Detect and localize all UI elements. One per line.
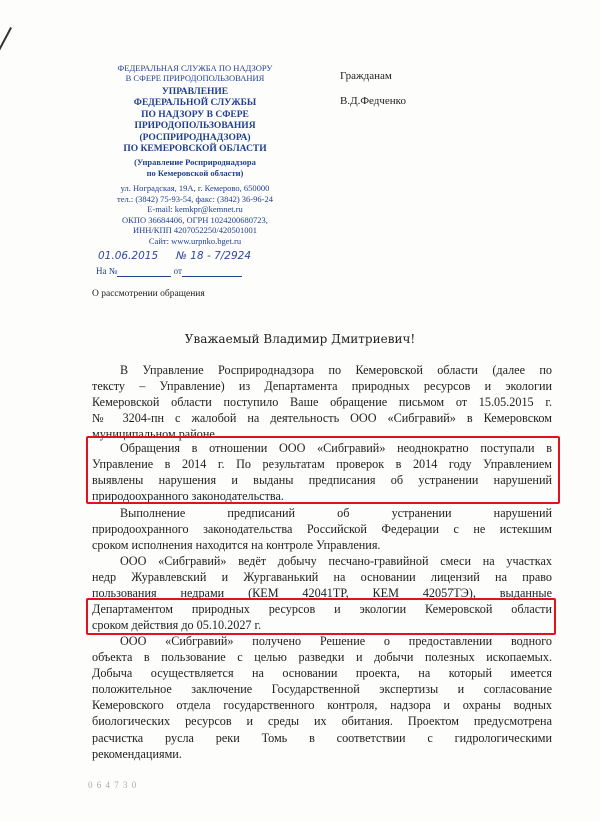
- dept-line: ФЕДЕРАЛЬНОЙ СЛУЖБЫ: [133, 98, 257, 109]
- text-line: объекта в пользование с целью разведки и добычи полезных ископаемых.: [92, 650, 552, 665]
- subject-line: О рассмотрении обращения: [92, 289, 205, 299]
- footer-stamp: 0 6 4 7 3 0: [88, 780, 138, 790]
- department-short-name: [80, 157, 310, 178]
- addressee-name: В.Д.Федченко: [340, 95, 406, 107]
- dept-line: ПРИРОДОПОЛЬЗОВАНИЯ: [134, 121, 256, 132]
- text-line: пользования недрами (КЕМ 42041ТР, КЕМ 42057ТЭ), выданные: [92, 586, 552, 601]
- text-line: недр Журавлевский и Жургаванький на основании лицензий на право: [92, 570, 552, 585]
- text-line: ООО «Сибгравий» получено Решение о предоставлении водного: [120, 634, 552, 648]
- ref-no-blank: [117, 266, 171, 277]
- text-line: Управление в 2014 г. По результатам проверок в 2014 году Управлением: [92, 457, 552, 472]
- dept-line: ПО КЕМЕРОВСКОЙ ОБЛАСТИ: [123, 144, 267, 155]
- reference-line: [96, 266, 266, 277]
- text-line: Департаментом природных ресурсов и экологии Кемеровской области: [92, 602, 552, 617]
- text-line: В Управление Росприроднадзора по Кемеровской области (далее по: [120, 363, 552, 377]
- text-line: биологических ресурсов и среды их обитания. Проектом предусмотрена: [92, 714, 552, 729]
- ref-from-label: от: [173, 266, 182, 276]
- text-line: сроком действия до 05.10.2027 г.: [92, 618, 262, 633]
- agency-line: В СФЕРЕ ПРИРОДОПОЛЬЗОВАНИЯ: [125, 73, 265, 83]
- department-name: [80, 87, 310, 155]
- text-line: Кемеровской области поступило Ваше обращение письмом от 15.05.2015 г.: [92, 395, 552, 410]
- text-line: природоохранного законодательства Российской Федерации с не истекшим: [92, 522, 552, 537]
- paragraph-5: [92, 633, 552, 762]
- okpo-line: ОКПО 36684406, ОГРН 1024200680723,: [122, 214, 268, 225]
- handwritten-number: № 18 - 7/2924: [176, 250, 252, 262]
- dept-line: УПРАВЛЕНИЕ: [161, 87, 229, 97]
- contact-block: [80, 183, 310, 247]
- phone-line: тел.: (3842) 75-93-54, факс: (3842) 36-96-24: [117, 193, 273, 204]
- text-line: выявлены нарушения и выданы предписания об устранении нарушений: [92, 473, 552, 488]
- address-line: ул. Ноградская, 19А, г. Кемерово, 650000: [120, 183, 270, 193]
- text-line: сроком исполнения находится на контроле Управления.: [92, 538, 381, 553]
- paragraph-1: [92, 362, 552, 442]
- highlight-box-1: [86, 436, 560, 504]
- text-line: рекомендациями.: [92, 746, 182, 761]
- agency-line: ФЕДЕРАЛЬНАЯ СЛУЖБА ПО НАДЗОРУ: [117, 63, 273, 73]
- short-line: по Кемеровской области): [146, 167, 244, 178]
- text-line: природоохранного законодательства.: [92, 489, 284, 504]
- paragraph-3: [92, 505, 552, 553]
- addressee: [340, 64, 406, 114]
- pen-mark: [0, 27, 12, 51]
- short-line: (Управление Росприроднадзора: [134, 157, 256, 167]
- website-line: Сайт: www.urpnko.bget.ru: [148, 235, 242, 246]
- dept-line: (РОСПРИРОДНАДЗОРА): [139, 132, 251, 143]
- dept-line: ПО НАДЗОРУ В СФЕРЕ: [141, 109, 249, 120]
- text-line: тексту – Управление) из Департамента природных ресурсов и экологии: [92, 379, 552, 394]
- ref-no-label: На №: [96, 266, 118, 276]
- text-line: Обращения в отношении ООО «Сибгравий» неоднократно поступали в: [120, 441, 552, 455]
- text-line: Добыча осуществляется на основании проекта, на который имеется: [92, 666, 552, 681]
- text-line: ООО «Сибгравий» ведёт добычу песчано-гравийной смеси на участках: [120, 554, 552, 568]
- ref-from-blank: [182, 266, 242, 277]
- text-line: расчистка русла реки Томь в соответствии с гидрологическими: [92, 730, 552, 745]
- inn-line: ИНН/КПП 4207052250/420501001: [133, 225, 257, 236]
- handwritten-date: 01.06.2015: [98, 250, 159, 262]
- text-line: № 3204-пн с жалобой на деятельность ООО «Сибгравий» в Кемеровском: [92, 411, 552, 426]
- text-line: положительное заключение Государственной экспертизы и согласование: [92, 682, 552, 697]
- text-line: Выполнение предписаний об устранении нарушений: [120, 506, 552, 520]
- agency-header: [80, 63, 310, 83]
- text-line: муниципальном районе.: [92, 427, 218, 442]
- salutation: Уважаемый Владимир Дмитриевич!: [184, 332, 416, 346]
- addressee-line: Гражданам: [340, 70, 392, 82]
- highlight-box-2: [86, 598, 556, 635]
- email-line: E-mail: kemkpr@kemnet.ru: [147, 204, 243, 215]
- text-line: Кемеровского отдела государственного контроля, надзора и охраны водных: [92, 698, 552, 713]
